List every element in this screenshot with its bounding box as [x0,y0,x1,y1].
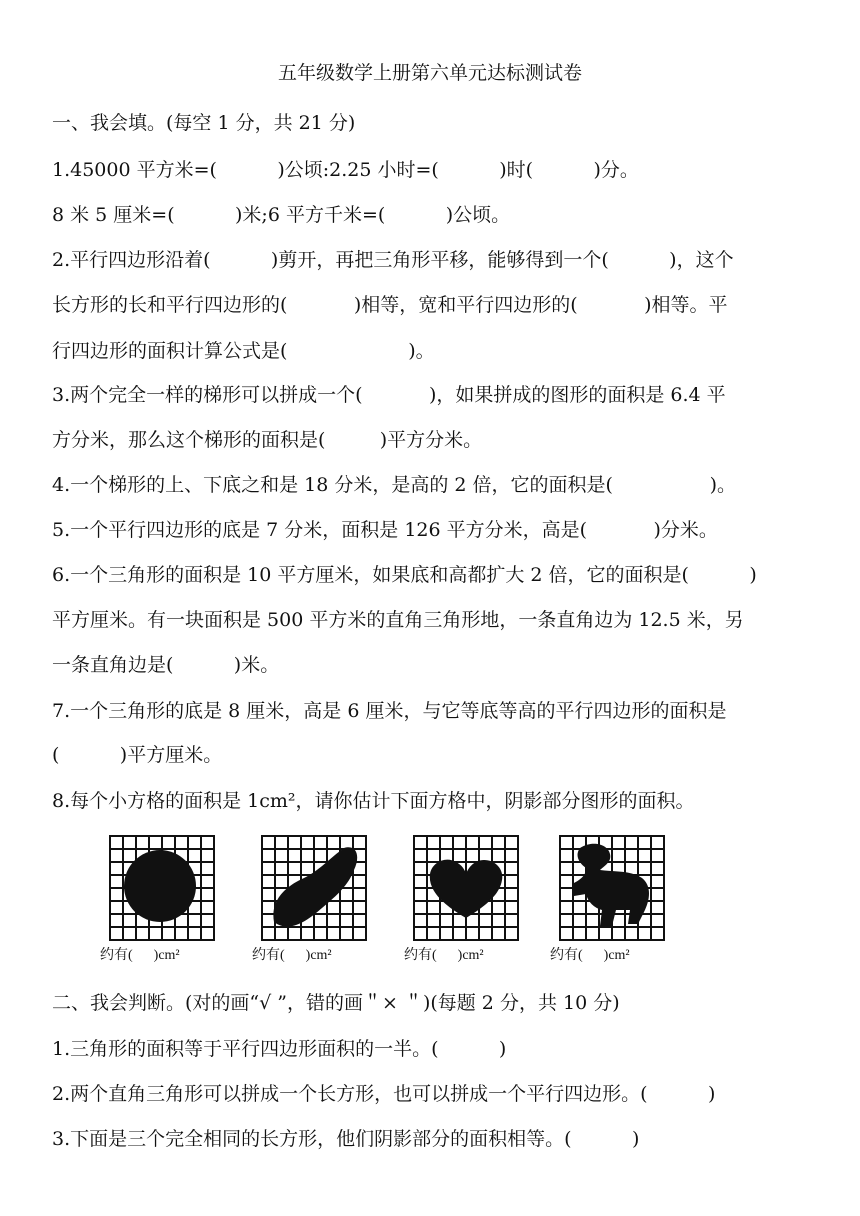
leaf-shape-grid [260,834,370,944]
question-line: 1.45000 平方米=( )公顷:2.25 小时=( )时( )分。 [52,159,639,181]
section1-heading: 一、我会填。(每空 1 分，共 21 分) [52,112,356,134]
figure-caption: 约有( )cm² [404,948,484,963]
question-line: 6.一个三角形的面积是 10 平方厘米，如果底和高都扩大 2 倍，它的面积是( ) [52,564,757,586]
animal-shape-grid [558,834,668,944]
question-line: 长方形的长和平行四边形的( )相等，宽和平行四边形的( )相等。平 [52,294,728,316]
question-line: 平方厘米。有一块面积是 500 平方米的直角三角形地，一条直角边为 12.5 米，另 [52,609,744,631]
grid-figure-animal [550,826,690,974]
question-line: 2.两个直角三角形可以拼成一个长方形，也可以拼成一个平行四边形。( ) [52,1083,716,1105]
question-line: 5.一个平行四边形的底是 7 分米，面积是 126 平方分米，高是( )分米。 [52,519,718,541]
grid-figures [100,826,700,976]
question-line: 方分米，那么这个梯形的面积是( )平方分米。 [52,429,483,451]
question-line: 3.两个完全一样的梯形可以拼成一个( )，如果拼成的图形的面积是 6.4 平 [52,384,726,406]
question-line: 一条直角边是( )米。 [52,654,280,676]
question-line: 4.一个梯形的上、下底之和是 18 分米，是高的 2 倍，它的面积是( )。 [52,474,737,496]
grid-figure-heart [404,826,544,974]
heart-shape-grid [412,834,522,944]
page-title: 五年级数学上册第六单元达标测试卷 [277,62,582,84]
figure-caption: 约有( )cm² [550,948,630,963]
figure-caption: 约有( )cm² [252,948,332,963]
circle-shape-grid [108,834,218,944]
figure-caption: 约有( )cm² [100,948,180,963]
question-line: 8 米 5 厘米=( )米;6 平方千米=( )公顷。 [52,204,511,226]
section2-heading: 二、我会判断。(对的画“√ ”，错的画＂× ＂)(每题 2 分，共 10 分) [52,992,620,1014]
question-line: 8.每个小方格的面积是 1cm²，请你估计下面方格中，阴影部分图形的面积。 [52,790,695,812]
question-line: ( )平方厘米。 [52,744,223,766]
question-line: 7.一个三角形的底是 8 厘米，高是 6 厘米，与它等底等高的平行四边形的面积是 [52,700,727,722]
question-line: 2.平行四边形沿着( )剪开，再把三角形平移，能够得到一个( )，这个 [52,249,734,271]
grid-figure-leaf [252,826,392,974]
question-line: 行四边形的面积计算公式是( )。 [52,340,435,362]
question-line: 3.下面是三个完全相同的长方形，他们阴影部分的面积相等。( ) [52,1128,640,1150]
grid-figure-circle [100,826,240,974]
question-line: 1.三角形的面积等于平行四边形面积的一半。( ) [52,1038,507,1060]
